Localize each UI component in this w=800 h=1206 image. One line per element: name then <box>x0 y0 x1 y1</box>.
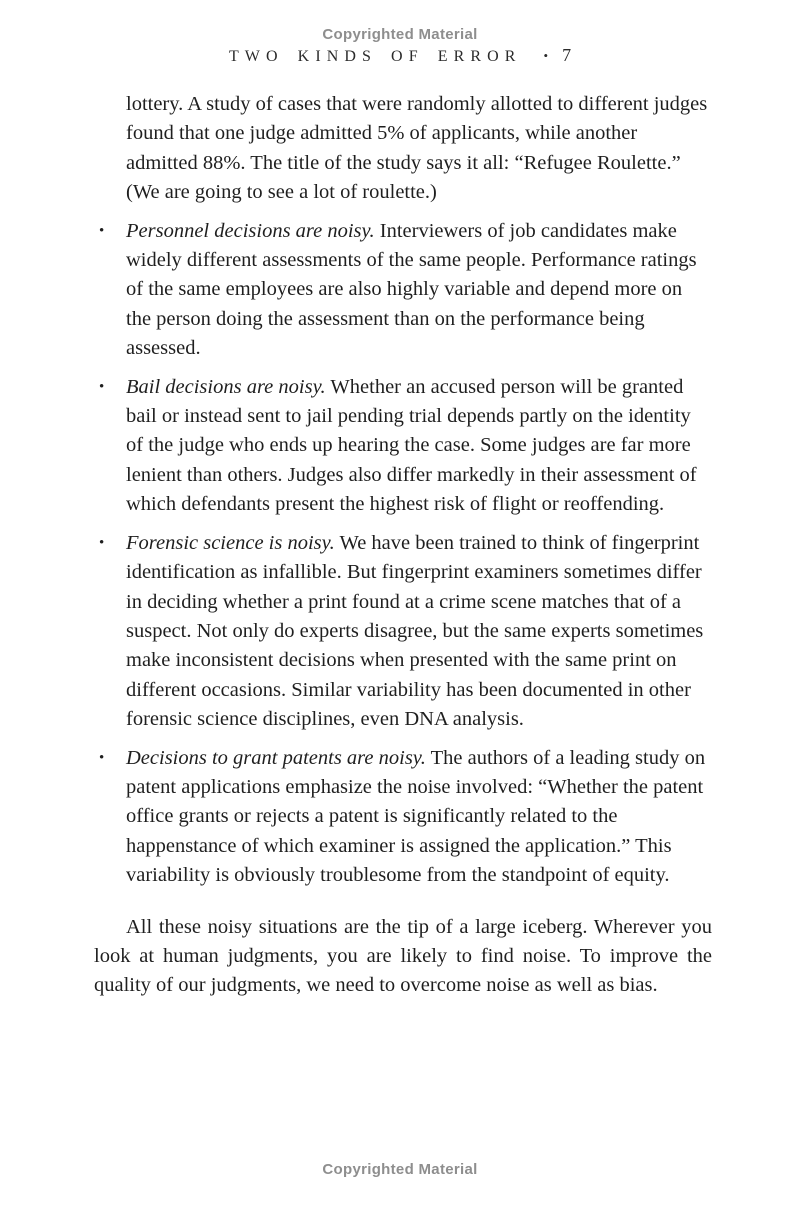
bullet-text: Interviewers of job candidates make widely different assessments of the same people. Performance ratings of the same employees are also highly variable and depend more on the person doing the assessment than on the performance being assessed. <box>126 219 697 360</box>
bullet-lead-italic: Decisions to grant patents are noisy. <box>126 746 426 769</box>
bullet-text: Whether an accused person will be granted bail or instead sent to jail pending trial depends partly on the identity of the judge who ends up hearing the case. Some judges are far more lenient than others. Judges also differ markedly in their assessment of which defendants present the highest risk of flight or reoffending. <box>126 375 697 516</box>
running-title: TWO KINDS OF ERROR <box>228 48 522 65</box>
list-item <box>94 217 712 364</box>
bullet-text: We have been trained to think of fingerprint identification as infallible. But fingerprint examiners sometimes differ in deciding whether a print found at a crime scene matches that of a suspect. Not only do experts disagree, but the same experts sometimes make inconsistent decisions when presented with the same print on different occasions. Similar variability has been documented in other forensic science disciplines, even DNA analysis. <box>126 531 704 731</box>
bullet-lead-italic: Forensic science is noisy. <box>126 531 335 554</box>
bullet-text: The authors of a leading study on patent applications emphasize the noise involved: “Whether the patent office grants or rejects a patent is significantly related to the happenstance of which examiner is assigned the application.” This variability is obviously troublesome from the standpoint of equity. <box>126 746 706 887</box>
bullet-lead-italic: Bail decisions are noisy. <box>126 375 326 398</box>
bullet-paragraph <box>126 744 712 891</box>
bullet-lead-italic: Personnel decisions are noisy. <box>126 219 375 242</box>
page-number: 7 <box>562 45 572 65</box>
copyright-watermark-top: Copyrighted Material <box>322 26 478 43</box>
bullet-paragraph <box>126 217 712 364</box>
bullet-paragraph <box>126 529 712 735</box>
list-item <box>94 373 712 520</box>
body-text-block <box>94 90 712 1001</box>
bullet-paragraph <box>126 373 712 520</box>
header-separator-dot: • <box>543 48 549 63</box>
intro-paragraph: lottery. A study of cases that were randomly allotted to different judges found that one judge admitted 5% of applicants, while another admitted 88%. The title of the study says it all: “Refugee Roulette.” (We are going to see a lot of roulette.) <box>126 93 708 204</box>
page-header <box>0 45 800 66</box>
list-item <box>94 744 712 891</box>
bullet-icon: • <box>99 534 105 551</box>
copyright-watermark-bottom: Copyrighted Material <box>322 1161 478 1178</box>
closing-paragraph: All these noisy situations are the tip of a large iceberg. Wherever you look at human judgments, you are likely to find noise. To improve the quality of our judgments, we need to overcome noise as well as bias. <box>94 915 712 997</box>
bullet-icon: • <box>99 222 105 239</box>
bullet-icon: • <box>99 378 105 395</box>
list-item <box>94 529 712 735</box>
bullet-icon: • <box>99 749 105 766</box>
